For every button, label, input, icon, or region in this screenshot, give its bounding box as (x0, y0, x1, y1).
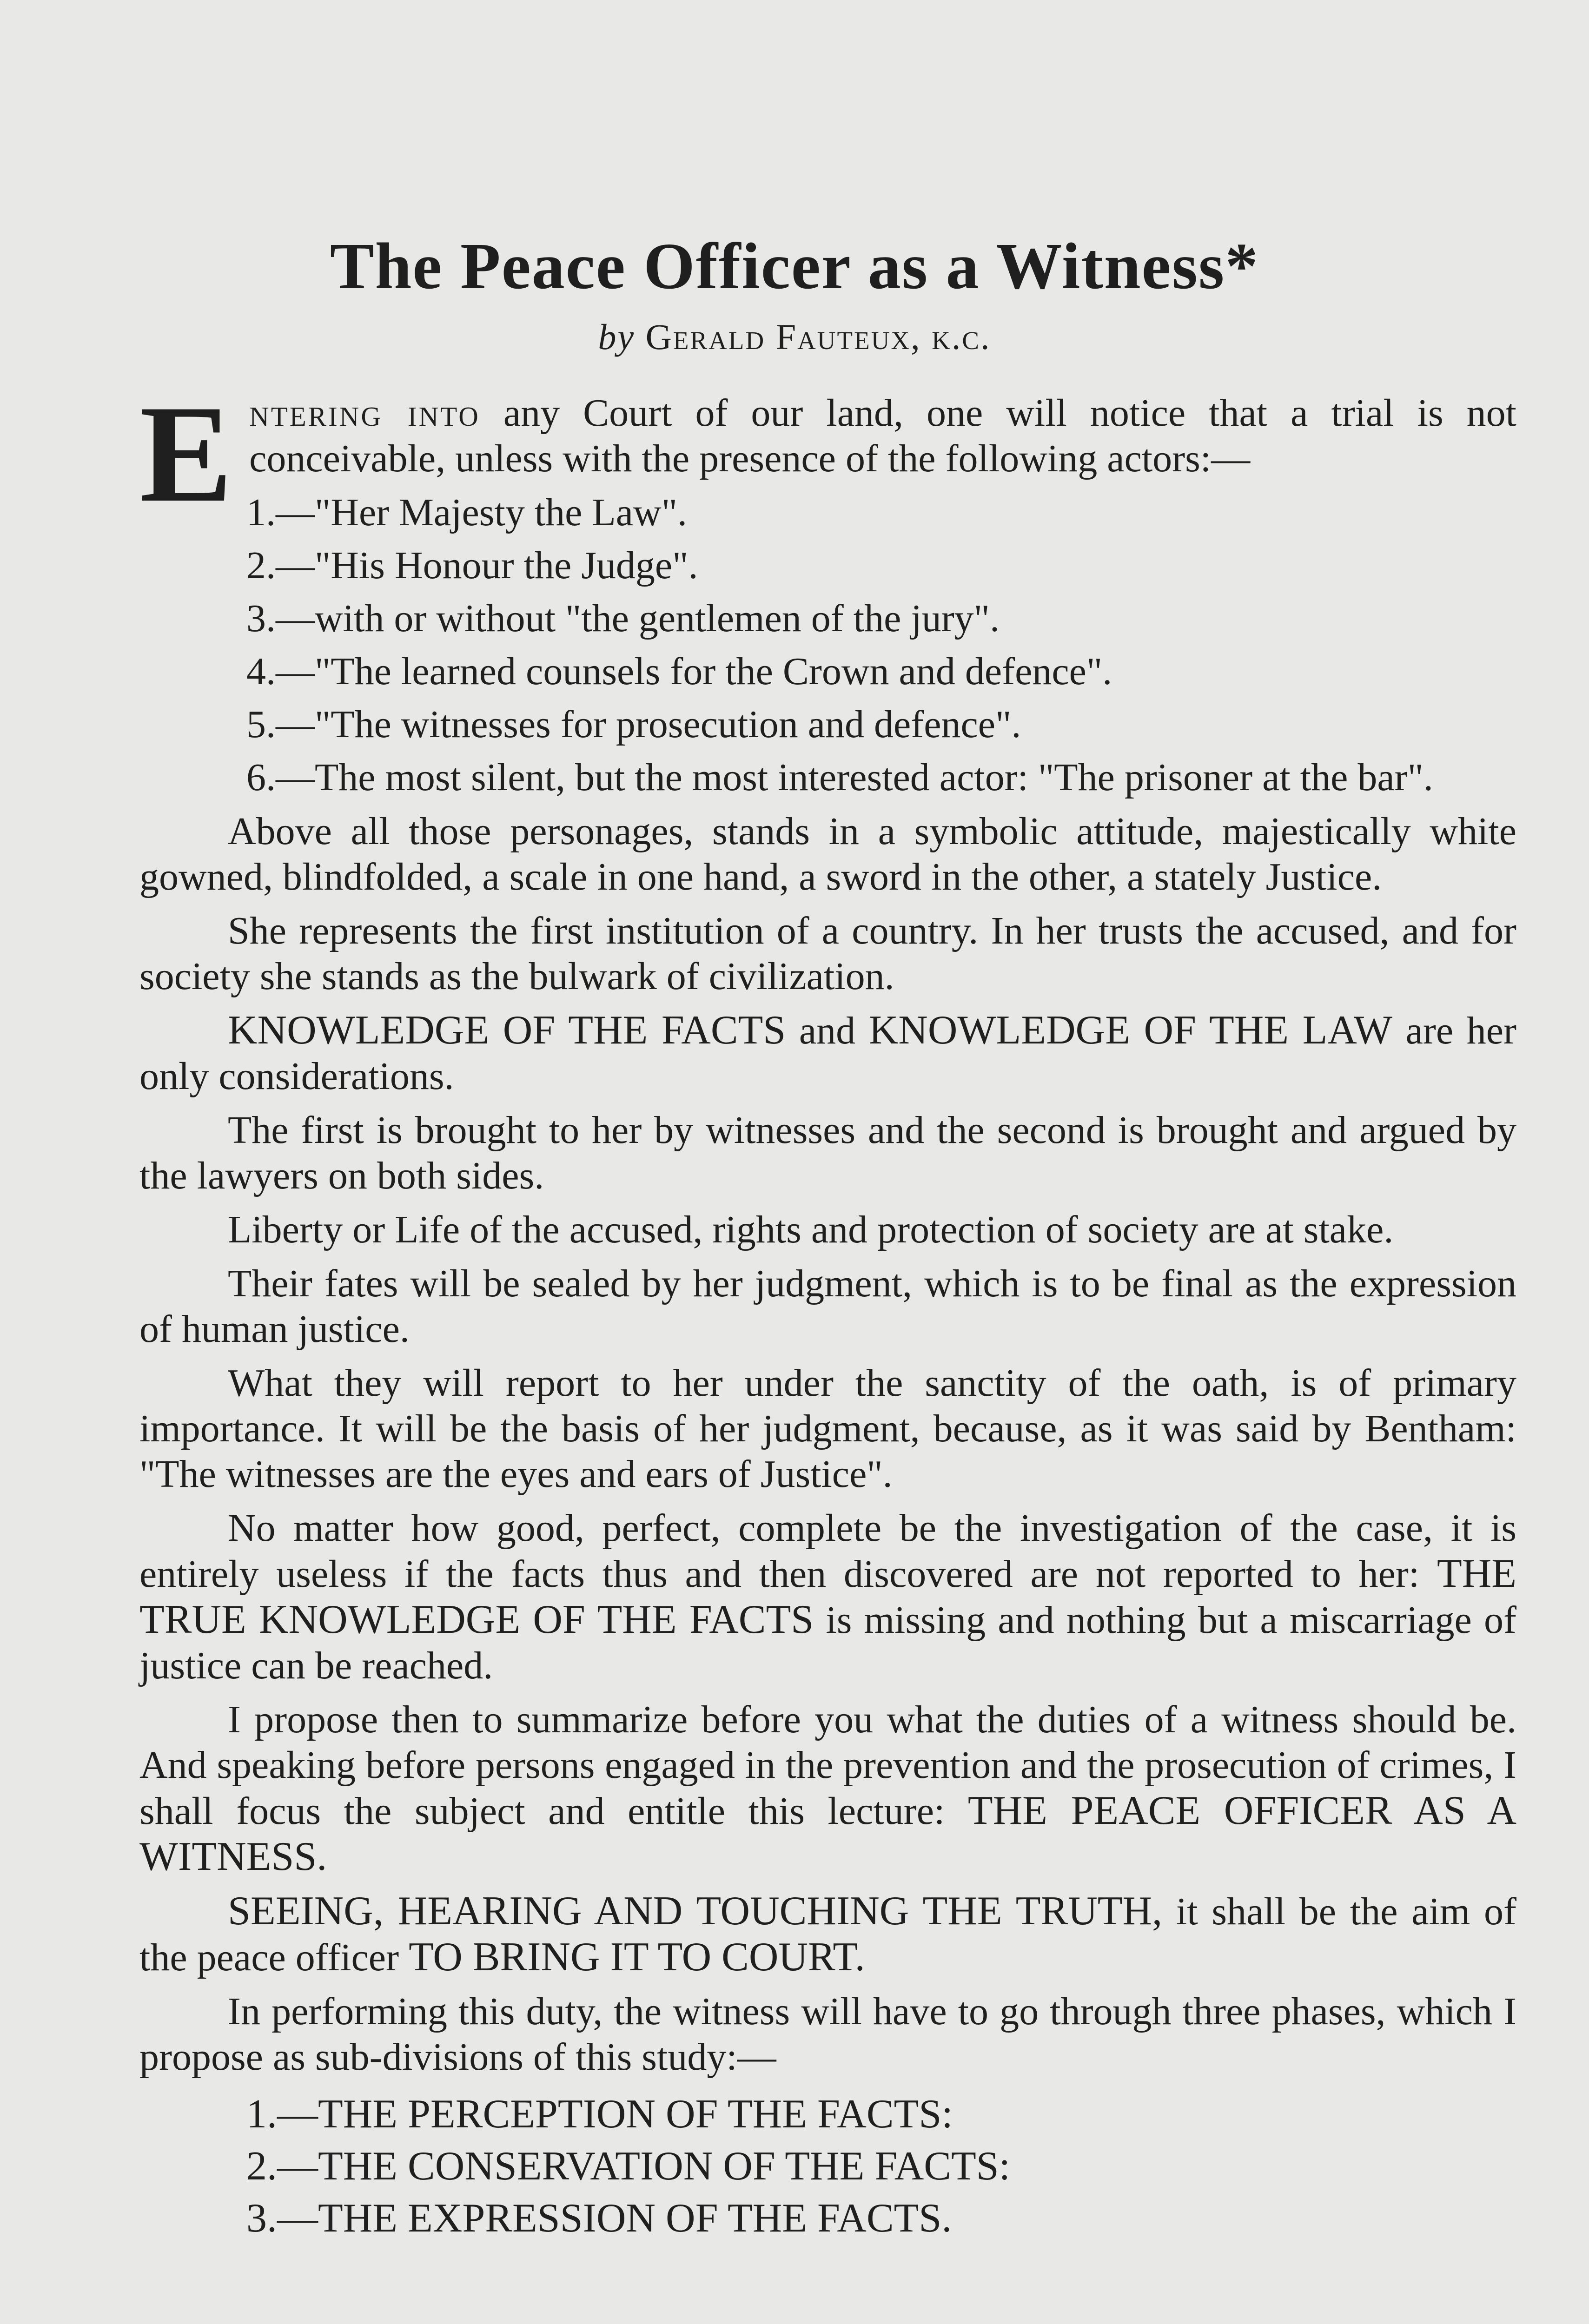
paragraph: The first is brought to her by witnesses and the second is brought and argued by the lawyers on both sides. (139, 1109, 1516, 1197)
list-item: 1.—THE PERCEPTION OF THE FACTS: (246, 2092, 953, 2137)
intro-smallcaps: ntering into (249, 391, 480, 435)
paragraph (139, 1888, 1516, 1981)
paragraph: Their fates will be sealed by her judgment, which is to be final as the expression of human justice. (139, 1262, 1516, 1351)
paragraph (139, 1008, 1516, 1099)
list-item: 3.—THE EXPRESSION OF THE FACTS. (246, 2196, 952, 2241)
article-title: The Peace Officer as a Witness* (330, 229, 1259, 303)
paragraph-text: No matter how good, perfect, complete be the investigation of the case, it is entirely useless if the facts thus and then discovered are not reported to her: (139, 1506, 1516, 1596)
paragraph: What they will report to her under the sanctity of the oath, is of primary importance. It will be the basis of her judgment, because, as it was said by Bentham: "The witnesses are the eyes and ears of Justice". (139, 1361, 1516, 1496)
phases-list (139, 2088, 1516, 2245)
list-item: 2.—"His Honour the Judge". (246, 544, 698, 587)
paragraph: Liberty or Life of the accused, rights and protection of society are at stake. (228, 1208, 1394, 1251)
paragraph-text: and (786, 1009, 869, 1052)
emphasis-text: THE TRUE KNOWLEDGE OF THE FACTS (139, 1551, 1516, 1642)
author-name: Gerald Fauteux, k.c. (645, 317, 991, 357)
paragraph: Above all those personages, stands in a symbolic attitude, majestically white gowned, blindfolded, a scale in one hand, a sword in the other, a stately Justice. (139, 810, 1516, 898)
article-body (139, 376, 1516, 2245)
list-item: 4.—"The learned counsels for the Crown and defence". (246, 650, 1112, 693)
emphasis-text: KNOWLEDGE OF THE LAW (868, 1008, 1392, 1053)
paragraph: In performing this duty, the witness will have to go through three phases, which I propose as sub-divisions of this study:— (139, 1990, 1516, 2079)
paragraph: She represents the first institution of a country. In her trusts the accused, and for society she stands as the bulwark of civilization. (139, 909, 1516, 998)
intro-text: any Court of our land, one will notice that a trial is not conceivable, unless with the presence of the following actors:— (249, 391, 1516, 480)
list-item: 3.—with or without "the gentlemen of the jury". (246, 597, 1000, 640)
actors-list (139, 490, 1516, 800)
paragraph-text: I propose then to summarize before you what the duties of a witness should be. And speaking before persons engaged in the prevention and the prosecution of crimes, I shall focus the subject and entitle this lecture: (139, 1698, 1516, 1833)
paragraph-text: it shall be the aim of the peace officer (139, 1890, 1516, 1979)
list-item: 2.—THE CONSERVATION OF THE FACTS: (246, 2144, 1011, 2189)
emphasis-text: THE PEACE OFFICER AS A WITNESS. (139, 1788, 1516, 1879)
list-item: 5.—"The witnesses for prosecution and defence". (246, 703, 1021, 746)
paragraph-text: are her only considerations. (139, 1009, 1516, 1098)
list-item: 1.—"Her Majesty the Law". (246, 491, 687, 534)
list-item: 6.—The most silent, but the most interested actor: "The prisoner at the bar". (246, 756, 1433, 799)
paragraph (139, 1505, 1516, 1689)
drop-cap: E (139, 376, 233, 531)
paragraph (139, 1697, 1516, 1880)
emphasis-text: SEEING, HEARING AND TOUCHING THE TRUTH, (228, 1888, 1163, 1934)
byline-by: by (598, 317, 636, 357)
paragraph-text: is missing and nothing but a miscarriage of justice can be reached. (139, 1598, 1516, 1687)
emphasis-text: KNOWLEDGE OF THE FACTS (228, 1008, 786, 1053)
byline (0, 316, 1589, 358)
emphasis-text: TO BRING IT TO COURT. (409, 1934, 865, 1980)
